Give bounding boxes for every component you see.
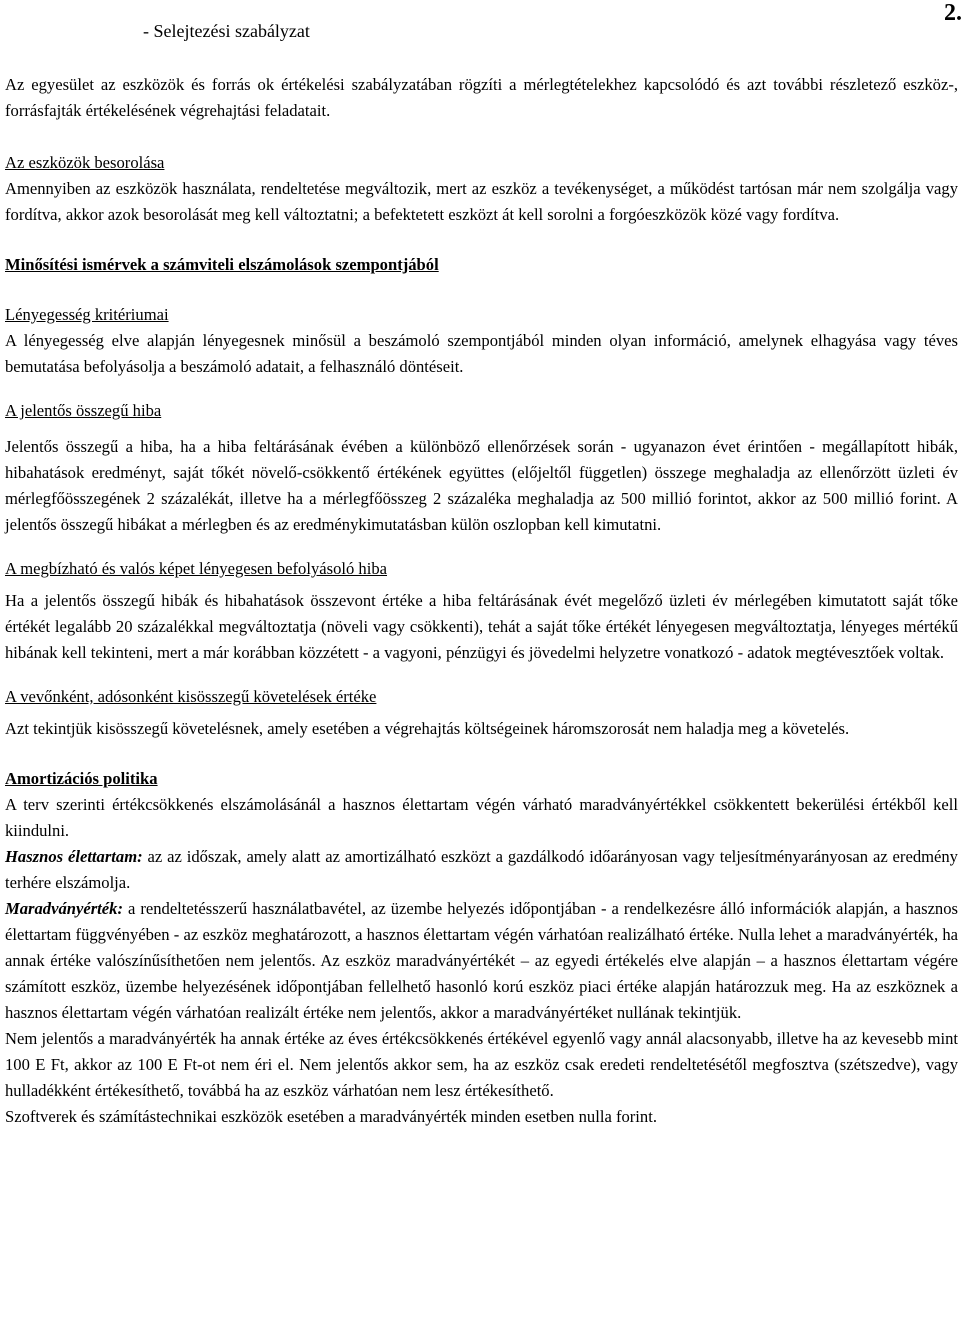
heading-text: A jelentős összegű hiba [5,401,162,420]
useful-life-definition: az az időszak, amely alatt az amortizálható eszközt a gazdálkodó időarányosan vagy teljesítményarányosan az eredmény terhére elszámolja. [5,847,958,892]
insignificant-residual-paragraph: Nem jelentős a maradványérték ha annak értéke az éves értékcsökkenés értékével egyenlő vagy annál alacsonyabb, illetve ha az kevesebb mint 100 E Ft, akkor az 100 E Ft-ot nem éri el. Nem jelentős akkor sem, ha az eszköz csak eredeti rendeltetésétől megfosztva (szétszedve), vagy hulladékként értékesíthető, továbbá ha az eszköz várhatóan nem lesz értékesíthető. [5,1029,958,1100]
materiality-paragraph: A lényegesség elve alapján lényegesnek minősül a beszámoló szempontjából minden olyan információ, amelynek elhagyása vagy téves bemutatása befolyásolja a beszámoló adatait, a felhasználó döntéseit. [5,331,958,376]
header-title: - Selejtezési szabályzat [143,21,310,41]
section-heading-criteria [5,252,958,278]
document-page [5,0,962,1130]
residual-value-paragraph [5,896,958,1026]
true-fair-view-paragraph: Ha a jelentős összegű hibák és hibahatások összevont értéke a hiba feltárásának évét megelőző üzleti év mérlegében kimutatott saját tőke értékét legalább 20 százalékkal megváltoztatja (növeli vagy csökkenti), tehát a saját tőke értékét lényegesen megváltoztatja, lényeges mértékű hibának kell tekinteni, mert a már korábban közzétett - a vagyoni, pénzügyi és jövedelmi helyzetre vonatkozó - adatok megtévesztőek voltak. [5,591,958,662]
document-header [5,0,962,44]
subheading-materiality [5,302,958,328]
intro-paragraph: Az egyesület az eszközök és forrás ok értékelési szabályzatában rögzíti a mérlegtételekhez kapcsolódó és azt további részletező eszköz-, forrásfajták értékelésének végrehajtási feladatait. [5,75,958,120]
classification-paragraph: Amennyiben az eszközök használata, rendeltetése megváltozik, mert az eszköz a tevékenységet, a működést tartósan már nem szolgálja vagy fordítva, akkor azok besorolását meg kell változtatni; a befektetett eszközt át kell sorolni a forgóeszközök közé vagy fordítva. [5,179,958,224]
small-receivables-paragraph: Azt tekintjük kisösszegű követelésnek, amely esetében a végrehajtás költségeinek háromszorosát nem haladja meg a követelés. [5,719,850,738]
software-paragraph: Szoftverek és számítástechnikai eszközök esetében a maradványérték minden esetben nulla forint. [5,1107,657,1126]
section-heading-depreciation [5,766,958,792]
subheading-significant-error [5,398,958,424]
heading-text: Lényegesség kritériumai [5,305,169,324]
residual-value-term: Maradványérték: [5,899,123,918]
depreciation-paragraph: A terv szerinti értékcsökkenés elszámolásánál a hasznos élettartam végén várható maradványértékkel csökkentett bekerülési értékből kell kiindulni. [5,795,958,840]
heading-text: Amortizációs politika [5,769,158,788]
subheading-true-fair-view [5,556,958,582]
useful-life-term: Hasznos élettartam: [5,847,143,866]
heading-text: A megbízható és valós képet lényegesen befolyásoló hiba [5,559,388,578]
heading-text: Az eszközök besorolása [5,153,165,172]
section-heading-classification [5,150,958,176]
heading-text: Minősítési ismérvek a számviteli elszámolások szempontjából [5,255,439,274]
useful-life-paragraph [5,844,958,896]
page-number: 2. [944,0,962,26]
subheading-small-receivables [5,684,958,710]
heading-text: A vevőnként, adósonként kisösszegű követelések értéke [5,687,377,706]
significant-error-paragraph: Jelentős összegű a hiba, ha a hiba feltárásának évében a különböző ellenőrzések során - ugyanazon évet érintően - megállapított hibák, hibahatások eredményt, saját tőkét növelő-csökkentő értékének együttes (előjeltől független) összege meghaladja az ellenőrzött üzleti év mérlegfőösszegének 2 százalékát, illetve ha a mérlegfőösszeg 2 százaléka meghaladja az 500 millió forintot, akkor az 500 millió forint. A jelentős összegű hibákat a mérlegben és az eredménykimutatásban külön oszlopban kell kimutatni. [5,437,958,534]
residual-value-definition: a rendeltetésszerű használatbavétel, az üzembe helyezés időpontjában - a rendelkezésre álló információk alapján, a hasznos élettartam függvényében - az eszköz meghatározott, a hasznos élettartam végén várhatóan realizálható értéke. Nulla lehet a maradványérték, ha annak értéke valószínűsíthetően nem jelentős. Az eszköz maradványértékét – az egyedi értékelés elve alapján – a hasznos élettartam végére számított eszköz, üzembe helyezésének időpontjában fellelhető hasonló korú eszköz piaci értéke alapján határozzuk meg. Ha az eszköznek a hasznos élettartam végén várhatóan realizált értéke nem jelentős, akkor a maradványértéket nullának tekintjük. [5,899,958,1022]
